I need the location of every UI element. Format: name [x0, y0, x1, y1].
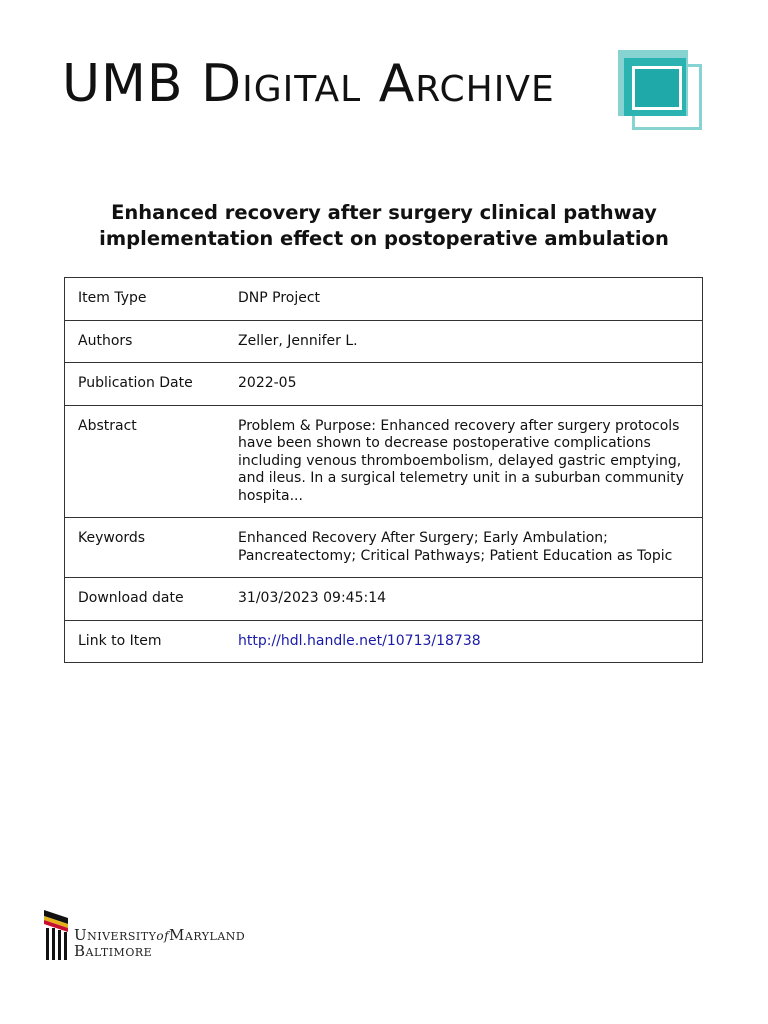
- item-link[interactable]: http://hdl.handle.net/10713/18738: [238, 632, 481, 649]
- table-row: [65, 405, 703, 518]
- table-row: [65, 363, 703, 406]
- university-state: Maryland: [169, 926, 246, 944]
- metadata-table: [64, 277, 703, 663]
- table-row: [65, 518, 703, 578]
- link-to-item-label: Link to Item: [78, 632, 162, 649]
- publication-date-label: Publication Date: [78, 375, 193, 391]
- table-row: [65, 578, 703, 621]
- document-title-line1: Enhanced recovery after surgery clinical pathway: [111, 201, 657, 224]
- university-name: University: [74, 926, 157, 944]
- table-row: [65, 320, 703, 363]
- archive-title: UMB Digital Archive: [62, 54, 555, 114]
- archive-logo-icon: [618, 50, 704, 132]
- publication-date-value: 2022-05: [238, 375, 297, 391]
- table-row: [65, 278, 703, 321]
- authors-label: Authors: [78, 332, 133, 349]
- document-title: [60, 200, 708, 252]
- university-logo: [42, 906, 282, 966]
- item-type-label: Item Type: [78, 290, 147, 306]
- table-row: [65, 620, 703, 663]
- abstract-label: Abstract: [78, 417, 137, 434]
- keywords-label: Keywords: [78, 530, 146, 546]
- university-city: Baltimore: [74, 942, 153, 960]
- download-date-label: Download date: [78, 590, 184, 606]
- authors-value: Zeller, Jennifer L.: [238, 332, 358, 349]
- item-type-value: DNP Project: [238, 290, 321, 306]
- download-date-value: 31/03/2023 09:45:14: [238, 590, 387, 606]
- university-of: of: [156, 929, 170, 943]
- keywords-value: Enhanced Recovery After Surgery; Early Ambulation; Pancreatectomy; Critical Pathways; Patient Education as Topic: [238, 530, 673, 564]
- document-title-line2: implementation effect on postoperative ambulation: [99, 227, 669, 250]
- abstract-value: Problem & Purpose: Enhanced recovery after surgery protocols have been shown to decrease postoperative complications including venous thromboembolism, delayed gastric emptying, and ileus. In a surgical telemetry unit in a suburban community hospita...: [238, 417, 684, 504]
